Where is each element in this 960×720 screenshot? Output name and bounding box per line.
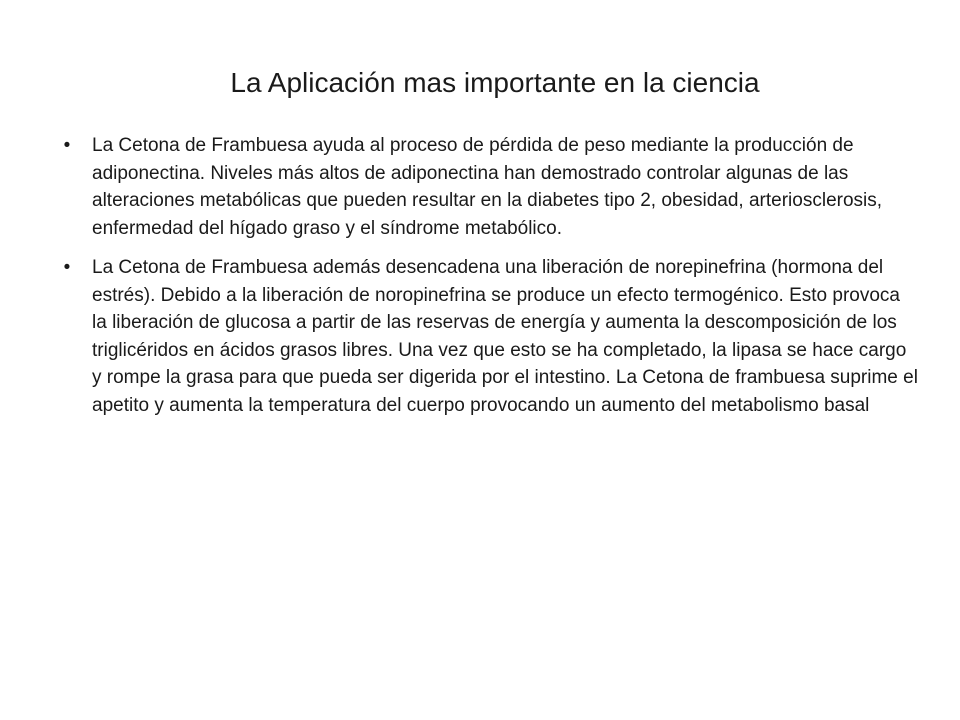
bullet-item-1 [60,132,920,242]
bullet-icon: • [63,135,71,156]
bullet-item-2 [60,254,920,419]
bullet-list [60,132,920,431]
bullet-text-1: La Cetona de Frambuesa ayuda al proceso de pérdida de peso mediante la producción de adiponectina. Niveles más altos de adiponectina han demostrado controlar algunas de las alteraciones metabólicas que pueden resultar en la diabetes tipo 2, obesidad, arteriosclerosis, enfermedad del hígado graso y el síndrome metabólico. [92,135,883,239]
bullet-text-2: La Cetona de Frambuesa además desencadena una liberación de norepinefrina (hormona del estrés). Debido a la liberación de noropinefrina se produce un efecto termogénico. Esto provoca la liberación de glucosa a partir de las reservas de energía y aumenta la descomposición de los triglicéridos en ácidos grasos libres. Una vez que esto se ha completado, la lipasa se hace cargo y rompe la grasa para que pueda ser digerida por el intestino. La Cetona de frambuesa suprime el apetito y aumenta la temperatura del cuerpo provocando un aumento del metabolismo basal [92,257,918,416]
slide-title: La Aplicación mas importante en la ciencia [230,66,760,98]
bullet-icon: • [63,257,71,278]
